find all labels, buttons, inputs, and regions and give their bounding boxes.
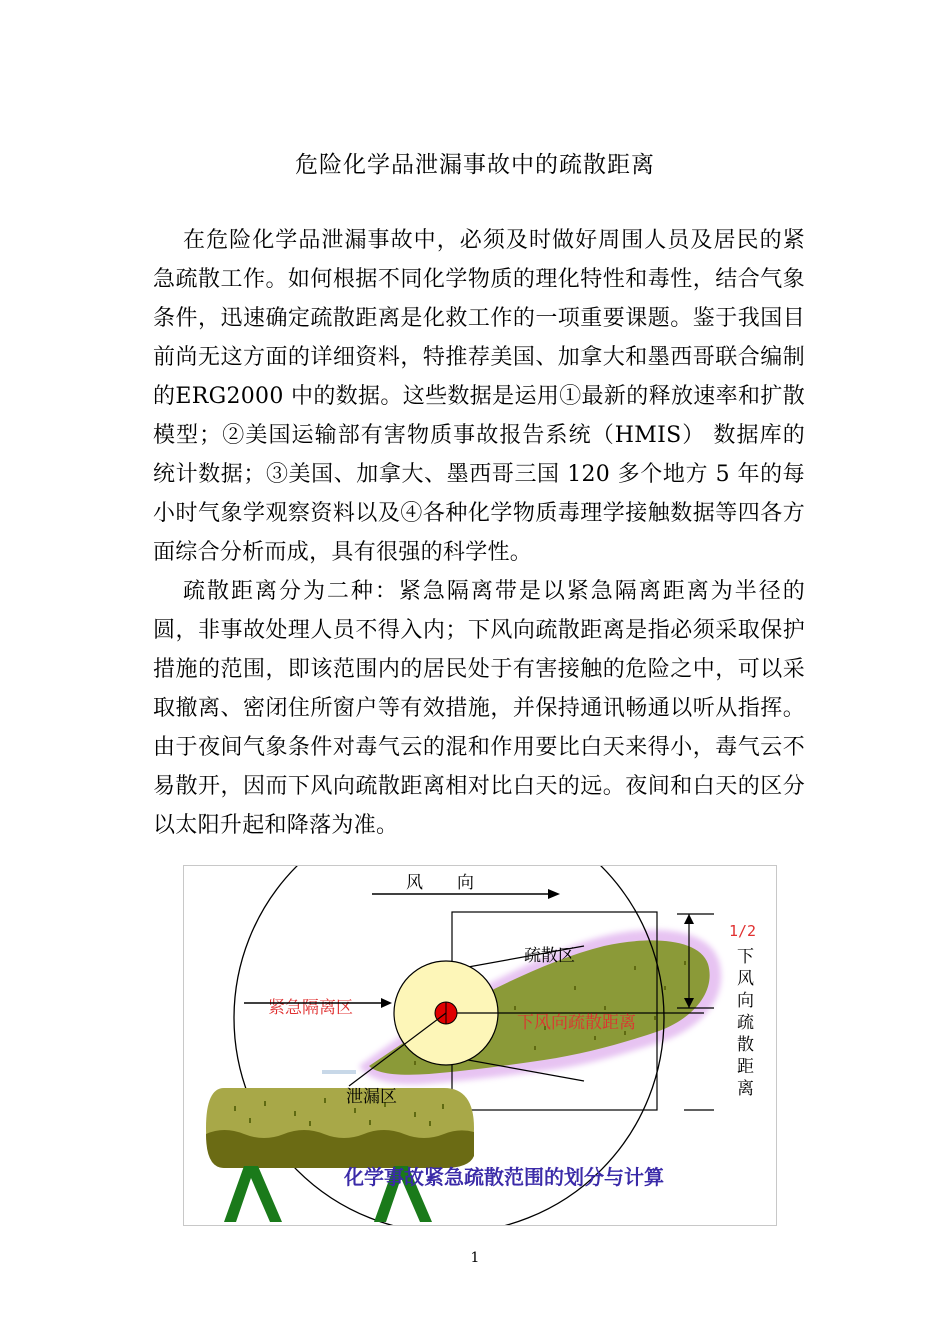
vertical-label-char: 距: [737, 1057, 754, 1077]
evacuation-diagram: [183, 865, 777, 1226]
body-text: [153, 221, 805, 845]
tank: [206, 1070, 474, 1168]
vertical-label-char: 疏: [737, 1013, 754, 1033]
paragraph-intro: 在危险化学品泄漏事故中，必须及时做好周围人员及居民的紧急疏散工作。如何根据不同化学物质的理化特性和毒性，结合气象条件，迅速确定疏散距离是化救工作的一项重要课题。鉴于我国目前尚无这方面的详细资料，特推荐美国、加拿大和墨西哥联合编制的ERG2000 中的数据。这些数据是运用①最新的释放速率和扩散模型；②美国运输部有害物质事故报告系统（HMIS） 数据库的统计数据；③美国、加拿大、墨西哥三国 120 多个地方 5 年的每小时气象学观察资料以及④各种化学物质毒理学接触数据等四各方面综合分析而成，具有很强的科学性。: [153, 228, 805, 565]
evac-zone-label: 疏散区: [524, 946, 575, 966]
downwind-distance-label: 下风向疏散距离: [517, 1013, 636, 1033]
vertical-label-char: 散: [737, 1035, 754, 1055]
paragraph-distances: 疏散距离分为二种：紧急隔离带是以紧急隔离距离为半径的圆，非事故处理人员不得入内；下风向疏散距离是指必须采取保护措施的范围，即该范围内的居民处于有害接触的危险之中，可以采取撤离、密闭住所窗户等有效措施，并保持通讯畅通以听从指挥。由于夜间气象条件对毒气云的混和作用要比白天来得小，毒气云不易散开，因而下风向疏散距离相对比白天的远。夜间和白天的区分以太阳升起和降落为准。: [153, 579, 805, 838]
diagram-caption: 化学事故紧急疏散范围的划分与计算: [344, 1165, 664, 1189]
leak-zone-label: 泄漏区: [346, 1087, 397, 1107]
vertical-label: [737, 947, 754, 1099]
vertical-label-char: 向: [737, 991, 754, 1011]
vertical-label-char: 下: [737, 947, 754, 967]
wind-label: 风 向: [406, 873, 474, 893]
half-label: 1/2: [729, 922, 757, 940]
page-number: 1: [470, 1250, 480, 1266]
vertical-label-char: 风: [737, 969, 754, 989]
isolation-zone-label: 紧急隔离区: [268, 998, 353, 1018]
vertical-label-char: 离: [737, 1079, 754, 1099]
page-title: 危险化学品泄漏事故中的疏散距离: [295, 152, 655, 178]
